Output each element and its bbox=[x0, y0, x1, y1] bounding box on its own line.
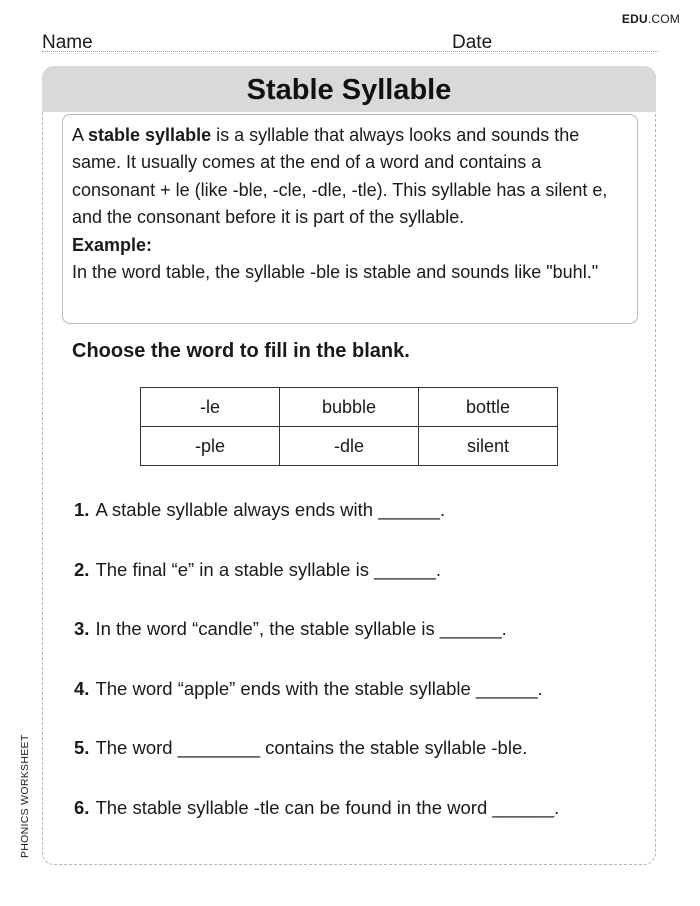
word-bank-cell: -dle bbox=[280, 427, 419, 466]
definition-term: stable syllable bbox=[88, 125, 212, 145]
question-text: In the word “candle”, the stable syllable is ______. bbox=[95, 618, 507, 639]
question-item bbox=[74, 797, 559, 819]
word-bank-cell: -le bbox=[141, 388, 280, 427]
question-text: The word “apple” ends with the stable syllable ______. bbox=[95, 678, 543, 699]
name-date-writing-line bbox=[42, 51, 658, 52]
word-bank-row bbox=[141, 427, 558, 466]
word-bank-cell: silent bbox=[419, 427, 558, 466]
example-text: In the word table, the syllable -ble is stable and sounds like "buhl." bbox=[72, 262, 599, 283]
question-item bbox=[74, 737, 527, 759]
question-number: 5. bbox=[74, 737, 90, 758]
worksheet-title: Stable Syllable bbox=[42, 66, 656, 112]
question-item bbox=[74, 618, 507, 640]
logo-bold-text: EDU bbox=[621, 12, 648, 26]
question-item bbox=[74, 678, 543, 700]
definition-box bbox=[62, 114, 638, 324]
question-number: 2. bbox=[74, 559, 90, 580]
name-label: Name bbox=[42, 32, 93, 53]
question-item bbox=[74, 559, 441, 581]
question-number: 1. bbox=[74, 499, 90, 520]
logo-suffix-text: .COM bbox=[647, 12, 680, 26]
word-bank-row bbox=[141, 388, 558, 427]
example-heading: Example: bbox=[72, 234, 153, 255]
word-bank-table bbox=[140, 387, 558, 466]
instruction-heading: Choose the word to fill in the blank. bbox=[72, 340, 410, 362]
name-date-row bbox=[42, 30, 658, 54]
definition-body: is a syllable that always looks and sounds the same. It usually comes at the end of a word and contains a consonant + le (like -ble, -cle, -dle, -tle). This syllable has a silent e, and the consonant before it is part of the syllable. bbox=[72, 125, 608, 228]
definition-intro: A bbox=[72, 125, 89, 145]
question-text: The word ________ contains the stable syllable -ble. bbox=[95, 737, 528, 758]
definition-paragraph bbox=[72, 122, 628, 232]
word-bank-cell: -ple bbox=[141, 427, 280, 466]
question-text: A stable syllable always ends with ______. bbox=[95, 499, 446, 520]
question-text: The stable syllable -tle can be found in the word ______. bbox=[95, 797, 560, 818]
question-number: 6. bbox=[74, 797, 90, 818]
question-text: The final “e” in a stable syllable is ______. bbox=[95, 559, 441, 580]
word-bank-cell: bottle bbox=[419, 388, 558, 427]
question-number: 3. bbox=[74, 618, 90, 639]
question-number: 4. bbox=[74, 678, 90, 699]
date-label: Date bbox=[452, 32, 493, 53]
word-bank-cell: bubble bbox=[280, 388, 419, 427]
side-category-label: PHONICS WORKSHEET bbox=[19, 734, 31, 858]
edu-logo bbox=[622, 12, 680, 26]
question-item bbox=[74, 499, 445, 521]
